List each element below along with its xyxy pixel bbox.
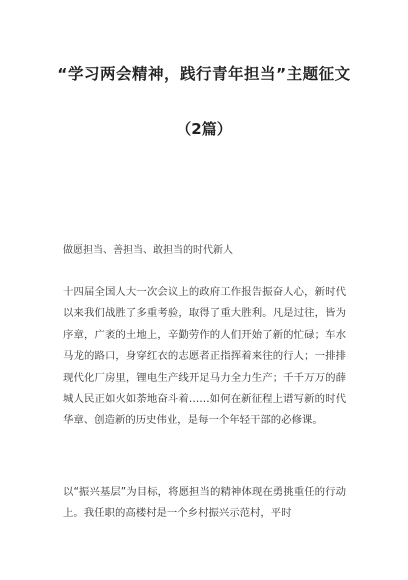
paragraph-1: 十四届全国人大一次会议上的政府工作报告振奋人心，新时代以来我们战胜了多重考验，取得了重大胜利。凡是过往，皆为序章，广袤的土地上，辛勤劳作的人们开始了新的忙碌；车水马龙的路口，身穿红衣的志愿者正指挥着来往的行人；一排排现代化厂房里，锂电生产线开足马力全力生产；千千万万的薛城人民正如火如荼地奋斗着……如何在新征程上谱写新的时代华章、创造新的历史伟业，是每一个年轻干部的必修课。 [63,286,346,427]
paragraph-2: 以“振兴基层”为目标，将愿担当的精神体现在勇挑重任的行动上。我任职的高楼村是一个乡村振兴示范村，平时 [63,486,346,520]
section-heading: 做愿担当、善担当、敢担当的时代新人 [63,245,233,256]
document-subtitle: （2篇） [176,120,232,138]
document-title: “学习两会精神，践行青年担当”主题征文 [57,65,351,83]
